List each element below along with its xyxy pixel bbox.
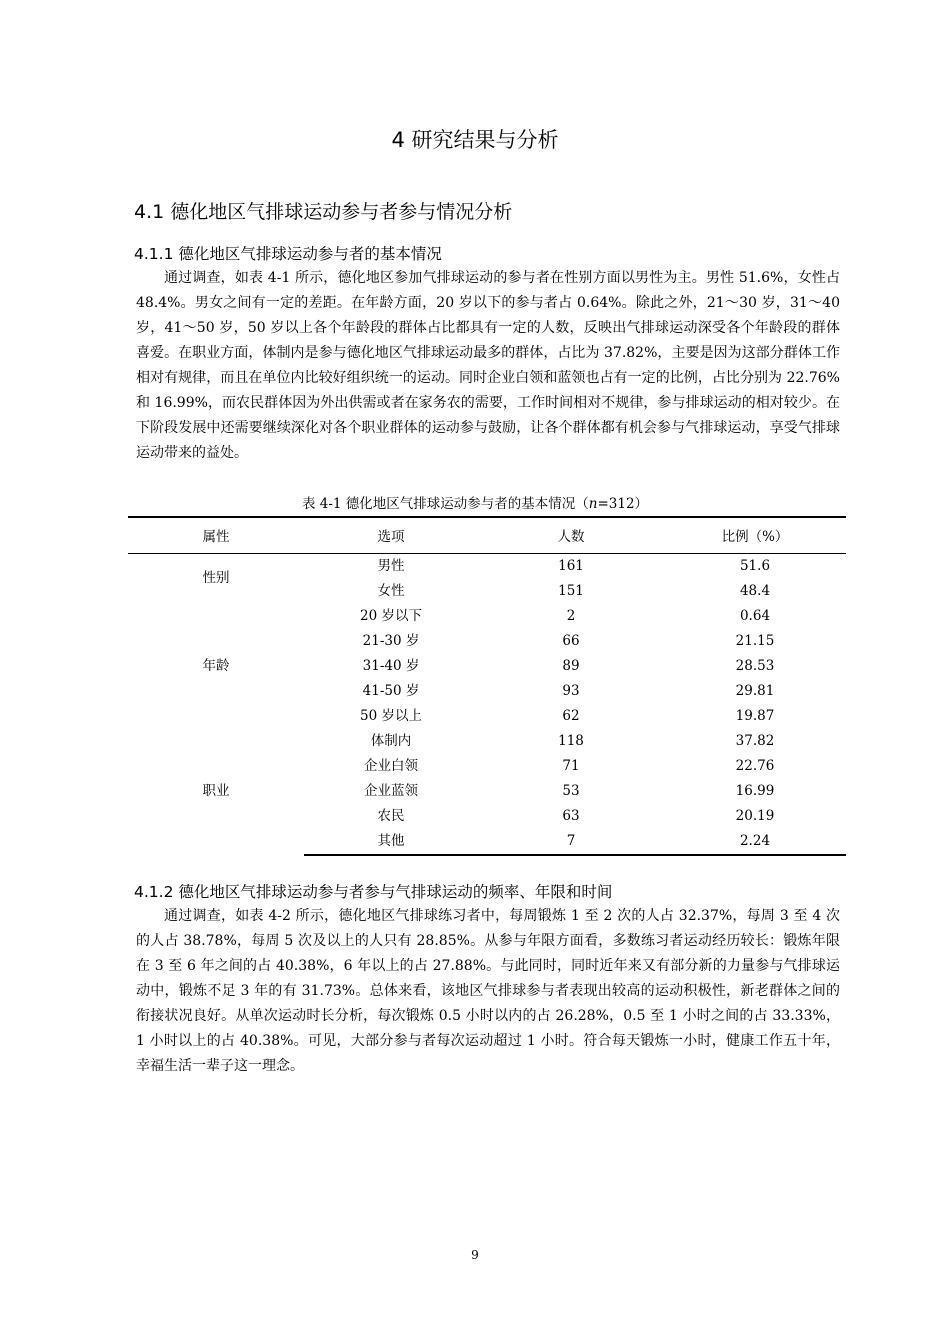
cell-count: 7	[478, 829, 664, 855]
cell-ratio: 2.24	[664, 829, 846, 855]
table-caption	[0, 492, 950, 512]
cell-count: 151	[558, 582, 584, 599]
cell-count: 118	[558, 732, 584, 749]
cell-ratio: 29.81	[735, 682, 775, 699]
cell-ratio: 22.76	[735, 757, 775, 774]
cell-option: 体制内	[370, 732, 412, 749]
group-label-occupation: 职业	[202, 783, 230, 799]
cell-count: 53	[562, 782, 580, 799]
chapter-title: 4 研究结果与分析	[391, 128, 559, 152]
cell-option: 企业蓝领	[364, 782, 418, 799]
table-caption-prefix: 表 4-1 德化地区气排球运动参与者的基本情况（	[301, 496, 589, 512]
table-caption-suffix: =312）	[597, 496, 649, 512]
cell-option: 女性	[377, 582, 405, 599]
cell-ratio: 0.64	[739, 607, 771, 624]
table-row	[128, 729, 846, 754]
cell-count: 89	[562, 657, 580, 674]
cell-option: 41-50 岁	[362, 682, 420, 699]
header-count: 人数	[478, 517, 664, 553]
cell-option: 其他	[304, 829, 478, 855]
cell-ratio: 48.4	[739, 582, 771, 599]
cell-count: 63	[562, 807, 580, 824]
cell-option: 20 岁以下	[360, 607, 422, 624]
cell-ratio: 19.87	[735, 707, 775, 724]
participant-basic-info-table	[128, 516, 846, 856]
cell-count: 71	[562, 757, 580, 774]
cell-ratio: 21.15	[735, 632, 775, 649]
section-title: 4.1 德化地区气排球运动参与者参与情况分析	[134, 201, 513, 223]
cell-ratio: 16.99	[735, 782, 775, 799]
cell-option: 男性	[377, 557, 405, 574]
cell-ratio: 28.53	[735, 657, 775, 674]
table-row	[128, 604, 846, 629]
cell-option: 农民	[377, 807, 405, 824]
cell-option: 50 岁以上	[360, 707, 422, 724]
header-option: 选项	[304, 517, 478, 553]
cell-option: 21-30 岁	[362, 632, 420, 649]
header-attribute: 属性	[128, 517, 304, 553]
subsection-title-basic-info: 4.1.1 德化地区气排球运动参与者的基本情况	[134, 245, 442, 263]
page-number: 9	[471, 1248, 479, 1262]
paragraph-frequency: 通过调查，如表 4-2 所示，德化地区气排球练习者中，每周锻炼 1 至 2 次的人占 32.37%，每周 3 至 4 次的人占 38.78%，每周 5 次及以上的人只有 28.85%。从参与年限方面看，多数练习者运动经历较长：锻炼年限在 3 至 6 年之间的占 40.38%，6 年以上的占 27.88%。与此同时，同时近年来又有部分新的力量参与气排球运动中，锻炼不足 3 年的有 31.73%。总体来看，该地区气排球参与者表现出较高的运动积极性，新老群体之间的衔接状况良好。从单次运动时长分析，每次锻炼 0.5 小时以内的占 26.28%，0.5 至 1 小时之间的占 33.33%，1 小时以上的占 40.38%。可见，大部分参与者每次运动超过 1 小时。符合每天锻炼一小时，健康工作五十年，幸福生活一辈子这一理念。	[136, 908, 840, 1074]
cell-option: 企业白领	[364, 757, 418, 774]
cell-ratio: 37.82	[735, 732, 775, 749]
table-row	[128, 553, 846, 579]
cell-count: 62	[562, 707, 580, 724]
cell-count: 66	[562, 632, 580, 649]
paragraph-basic-info: 通过调查，如表 4-1 所示，德化地区参加气排球运动的参与者在性别方面以男性为主。男性 51.6%，女性占 48.4%。男女之间有一定的差距。在年龄方面，20 岁以下的参与者占 0.64%。除此之外，21～30 岁，31～40 岁，41～50 岁，50 岁以上各个年龄段的群体占比都具有一定的人数，反映出气排球运动深受各个年龄段的群体喜爱。在职业方面，体制内是参与德化地区气排球运动最多的群体，占比为 37.82%，主要是因为这部分群体工作相对有规律，而且在单位内比较好组织统一的运动。同时企业白领和蓝领也占有一定的比例，占比分别为 22.76%和 16.99%，而农民群体因为外出供需或者在家务农的需要，工作时间相对不规律，参与排球运动的相对较少。在下阶段发展中还需要继续深化对各个职业群体的运动参与鼓励，让各个群体都有机会参与气排球运动，享受气排球运动带来的益处。	[136, 270, 840, 461]
group-label-age: 年龄	[202, 657, 230, 674]
cell-option: 31-40 岁	[362, 657, 420, 674]
cell-count: 161	[558, 557, 584, 574]
table-caption-n: n	[588, 496, 598, 512]
cell-count: 93	[562, 682, 580, 699]
subsection-title-frequency: 4.1.2 德化地区气排球运动参与者参与气排球运动的频率、年限和时间	[134, 883, 613, 901]
table-header-row	[128, 517, 846, 553]
cell-ratio: 51.6	[739, 557, 771, 574]
group-label-gender: 性别	[202, 570, 230, 586]
header-ratio: 比例（%）	[664, 517, 846, 553]
cell-count: 2	[566, 607, 576, 624]
cell-ratio: 20.19	[735, 807, 775, 824]
